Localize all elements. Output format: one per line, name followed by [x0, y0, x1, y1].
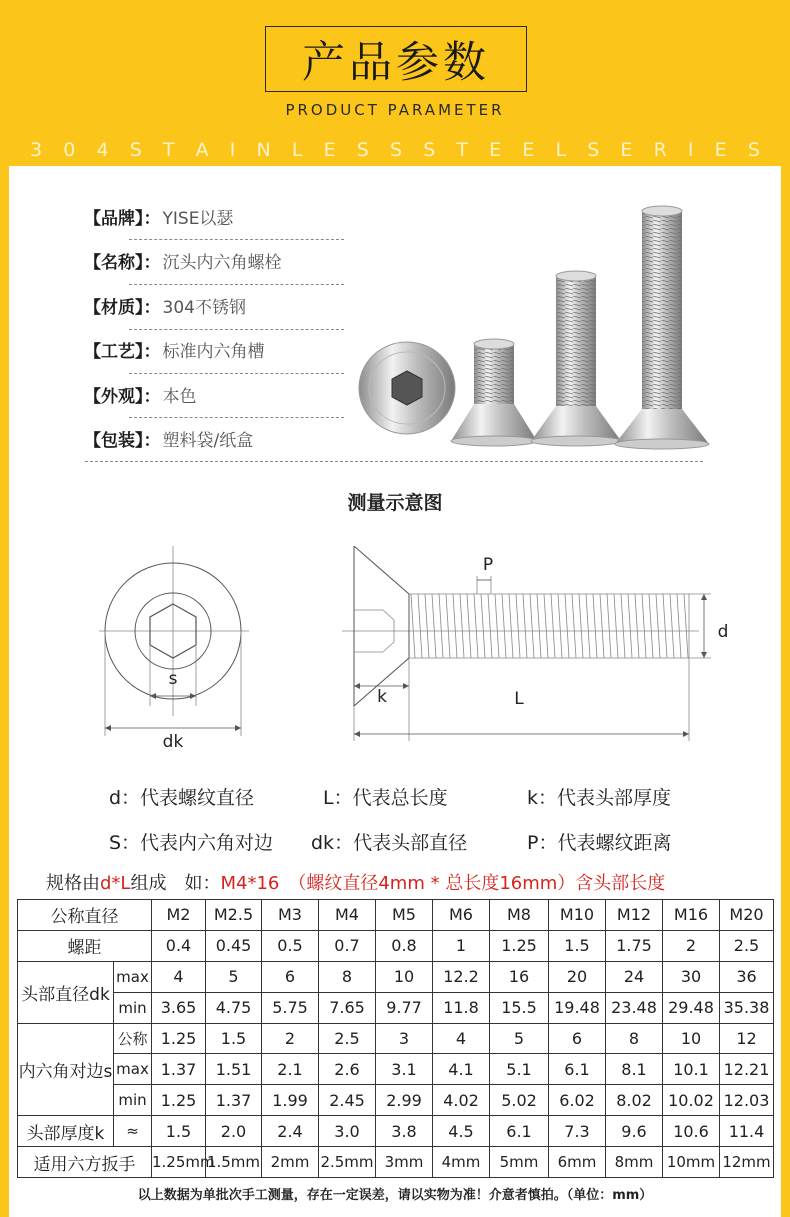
table-cell: 2.5: [720, 930, 774, 961]
table-cell: 7.3: [549, 1116, 606, 1147]
page-subtitle: PRODUCT PARAMETER: [285, 101, 505, 119]
table-cell: 1.51: [206, 1054, 262, 1085]
table-cell: 1.99: [262, 1085, 319, 1116]
size-header: M6: [433, 900, 490, 931]
attribute-key: 【工艺】：: [84, 342, 161, 362]
table-cell: 36: [720, 961, 774, 992]
table-cell: 1: [433, 930, 490, 961]
table-cell: 8.02: [606, 1085, 663, 1116]
table-cell: 1.25: [152, 1023, 206, 1054]
row-header: 螺距: [18, 930, 152, 961]
label-p: P: [482, 555, 494, 575]
table-cell: 16: [490, 961, 549, 992]
size-header: M3: [262, 900, 319, 931]
table-cell: 1.5: [549, 930, 606, 961]
table-cell: 1.25: [490, 930, 549, 961]
table-cell: 2: [663, 930, 720, 961]
sub-header: min: [114, 1085, 152, 1116]
table-cell: 1.37: [152, 1054, 206, 1085]
attribute-value: YISE以瑟: [162, 208, 234, 229]
table-cell: 10: [663, 1023, 720, 1054]
table-cell: 23.48: [606, 992, 663, 1023]
table-cell: 5.02: [490, 1085, 549, 1116]
measurement-diagram: [99, 546, 739, 756]
table-cell: 2.5: [319, 1023, 376, 1054]
table-cell: 6.1: [549, 1054, 606, 1085]
table-cell: 4: [433, 1023, 490, 1054]
attribute-row: [84, 417, 253, 461]
table-cell: 24: [606, 961, 663, 992]
table-cell: 11.4: [720, 1116, 774, 1147]
table-cell: 4mm: [433, 1147, 490, 1178]
table-cell: 2.99: [376, 1085, 433, 1116]
table-cell: 5.75: [262, 992, 319, 1023]
table-cell: 0.4: [152, 930, 206, 961]
table-cell: 4.75: [206, 992, 262, 1023]
table-cell: 0.7: [319, 930, 376, 961]
table-cell: 5mm: [490, 1147, 549, 1178]
table-cell: 10.6: [663, 1116, 720, 1147]
table-cell: 10mm: [663, 1147, 720, 1178]
spec-explanation: [46, 869, 665, 895]
series-letter: R: [653, 139, 667, 161]
table-cell: 0.8: [376, 930, 433, 961]
series-letter: E: [323, 139, 336, 161]
table-cell: 2.4: [262, 1116, 319, 1147]
table-cell: 19.48: [549, 992, 606, 1023]
table-row-k: [18, 1116, 774, 1147]
legend-l: L：代表总长度: [323, 787, 448, 809]
table-cell: 2mm: [262, 1147, 319, 1178]
table-cell: 6.1: [490, 1116, 549, 1147]
attribute-value: 304不锈钢: [162, 297, 246, 318]
table-cell: 0.45: [206, 930, 262, 961]
table-cell: 5.1: [490, 1054, 549, 1085]
row-header: 公称直径: [18, 900, 152, 931]
table-cell: 8: [606, 1023, 663, 1054]
table-cell: 2.5mm: [319, 1147, 376, 1178]
table-cell: 4: [152, 961, 206, 992]
label-dk: dk: [162, 732, 184, 752]
table-cell: 20: [549, 961, 606, 992]
series-letter: L: [555, 139, 567, 161]
series-letter: 3: [30, 139, 43, 161]
spec-table: [17, 899, 774, 1178]
attribute-key: 【品牌】：: [84, 208, 161, 229]
table-cell: 6mm: [549, 1147, 606, 1178]
table-cell: 29.48: [663, 992, 720, 1023]
sub-header: max: [114, 961, 152, 992]
table-cell: 2.6: [319, 1054, 376, 1085]
series-letter: T: [162, 139, 175, 161]
size-header: M10: [549, 900, 606, 931]
table-cell: 3: [376, 1023, 433, 1054]
series-letter: A: [195, 139, 209, 161]
table-cell: 0.5: [262, 930, 319, 961]
size-header: M20: [720, 900, 774, 931]
table-cell: 2.0: [206, 1116, 262, 1147]
series-banner: [0, 139, 790, 163]
table-cell: 3.0: [319, 1116, 376, 1147]
table-cell: 6: [262, 961, 319, 992]
attribute-key: 【包装】：: [84, 431, 161, 451]
series-letter: S: [747, 139, 760, 161]
attribute-row: [84, 194, 233, 238]
table-cell: 1.5mm: [206, 1147, 262, 1178]
label-s: s: [168, 669, 178, 689]
label-l: L: [514, 689, 524, 709]
table-row-dk-min: [18, 992, 774, 1023]
row-header: 适用六方扳手: [18, 1147, 152, 1178]
table-cell: 5: [206, 961, 262, 992]
spec-prefix: 规格由: [46, 873, 100, 894]
legend-p: P：代表螺纹距离: [527, 832, 672, 854]
screw-short: [451, 339, 537, 446]
table-cell: 1.25mm: [152, 1147, 206, 1178]
attribute-row: [84, 328, 265, 372]
attribute-row: [84, 283, 246, 327]
table-cell: 12.03: [720, 1085, 774, 1116]
table-cell: 2.1: [262, 1054, 319, 1085]
series-letter: S: [356, 139, 369, 161]
diagram-title: 测量示意图: [347, 492, 443, 514]
series-letter: T: [456, 139, 469, 161]
table-cell: 3.8: [376, 1116, 433, 1147]
legend-s: S：代表内六角对边: [109, 832, 274, 854]
table-cell: 12.21: [720, 1054, 774, 1085]
series-letter: I: [229, 139, 236, 161]
attribute-key: 【外观】：: [84, 386, 161, 407]
attribute-key: 【名称】：: [84, 253, 161, 273]
table-cell: 6.02: [549, 1085, 606, 1116]
table-cell: 10: [376, 961, 433, 992]
series-letter: E: [620, 139, 633, 161]
label-k: k: [377, 687, 387, 707]
table-cell: 6: [549, 1023, 606, 1054]
content-card: [9, 166, 781, 1217]
series-letter: E: [489, 139, 502, 161]
series-letter: 4: [96, 139, 109, 161]
row-header: 内六角对边s: [18, 1023, 114, 1116]
table-cell: 3.1: [376, 1054, 433, 1085]
table-cell: 5: [490, 1023, 549, 1054]
attribute-row: [84, 239, 282, 283]
size-header: M2: [152, 900, 206, 931]
sub-header: min: [114, 992, 152, 1023]
table-cell: 3mm: [376, 1147, 433, 1178]
table-cell: 1.5: [206, 1023, 262, 1054]
table-cell: 1.37: [206, 1085, 262, 1116]
size-header: M12: [606, 900, 663, 931]
table-cell: 12mm: [720, 1147, 774, 1178]
label-d: d: [717, 622, 729, 642]
series-letter: S: [129, 139, 142, 161]
attribute-value: 本色: [162, 386, 197, 407]
table-row-s-max: [18, 1054, 774, 1085]
table-cell: 2.45: [319, 1085, 376, 1116]
sub-header: 公称: [114, 1023, 152, 1054]
legend-d: d：代表螺纹直径: [109, 787, 255, 809]
table-row-s-min: [18, 1085, 774, 1116]
table-cell: 11.8: [433, 992, 490, 1023]
table-row-wrench: [18, 1147, 774, 1178]
table-cell: 1.75: [606, 930, 663, 961]
table-cell: 12.2: [433, 961, 490, 992]
sub-header: max: [114, 1054, 152, 1085]
table-cell: 4.1: [433, 1054, 490, 1085]
legend-k: k：代表头部厚度: [527, 787, 672, 809]
size-header: M16: [663, 900, 720, 931]
series-letter: S: [390, 139, 403, 161]
screw-long: [615, 206, 709, 449]
sub-header: ≈: [114, 1116, 152, 1147]
row-header: 头部直径dk: [18, 961, 114, 1023]
table-cell: 35.38: [720, 992, 774, 1023]
series-letter: S: [587, 139, 600, 161]
size-header: M5: [376, 900, 433, 931]
page-title: 产品参数: [302, 37, 490, 88]
table-cell: 15.5: [490, 992, 549, 1023]
table-cell: 8mm: [606, 1147, 663, 1178]
footer-note: 以上数据为单批次手工测量，存在一定误差，请以实物为准！介意者慎拍。（单位：mm）: [137, 1188, 653, 1203]
table-cell: 8: [319, 961, 376, 992]
table-cell: 8.1: [606, 1054, 663, 1085]
head-view-diagram: [99, 546, 249, 752]
table-row-s-nominal: [18, 1023, 774, 1054]
spec-example: M4*16 （螺纹直径4mm * 总长度16mm）含头部长度: [220, 873, 666, 894]
series-letter: E: [714, 139, 727, 161]
attribute-value: 标准内六角槽: [162, 342, 265, 362]
table-cell: 9.6: [606, 1116, 663, 1147]
legend-dk: dk：代表头部直径: [311, 832, 468, 854]
table-cell: 9.77: [376, 992, 433, 1023]
table-cell: 12: [720, 1023, 774, 1054]
table-cell: 7.65: [319, 992, 376, 1023]
series-letter: S: [423, 139, 436, 161]
table-row-pitch: [18, 930, 774, 961]
spec-formula: d*L: [100, 873, 131, 894]
table-cell: 2: [262, 1023, 319, 1054]
table-cell: 4.02: [433, 1085, 490, 1116]
size-header: M8: [490, 900, 549, 931]
size-header: M4: [319, 900, 376, 931]
table-cell: 3.65: [152, 992, 206, 1023]
title-box: [265, 26, 527, 92]
attribute-row: [84, 372, 197, 416]
series-letter: 0: [63, 139, 76, 161]
table-cell: 1.5: [152, 1116, 206, 1147]
table-row-dk-max: [18, 961, 774, 992]
table-cell: 10.1: [663, 1054, 720, 1085]
table-cell: 4.5: [433, 1116, 490, 1147]
size-header: M2.5: [206, 900, 262, 931]
side-view-diagram: [342, 546, 728, 741]
table-cell: 30: [663, 961, 720, 992]
attribute-key: 【材质】：: [84, 297, 161, 318]
series-letter: I: [687, 139, 694, 161]
table-row-nominal: [18, 900, 774, 931]
product-photo: [349, 196, 719, 456]
attribute-value: 塑料袋/纸盒: [162, 431, 254, 451]
screw-head-view: [359, 342, 455, 434]
series-letter: E: [522, 139, 535, 161]
series-letter: N: [256, 139, 271, 161]
table-cell: 1.25: [152, 1085, 206, 1116]
screw-medium: [531, 271, 621, 446]
attribute-value: 沉头内六角螺栓: [162, 253, 282, 273]
row-header: 头部厚度k: [18, 1116, 114, 1147]
table-cell: 10.02: [663, 1085, 720, 1116]
spec-mid: 组成 如：: [130, 873, 221, 894]
series-letter: L: [291, 139, 303, 161]
